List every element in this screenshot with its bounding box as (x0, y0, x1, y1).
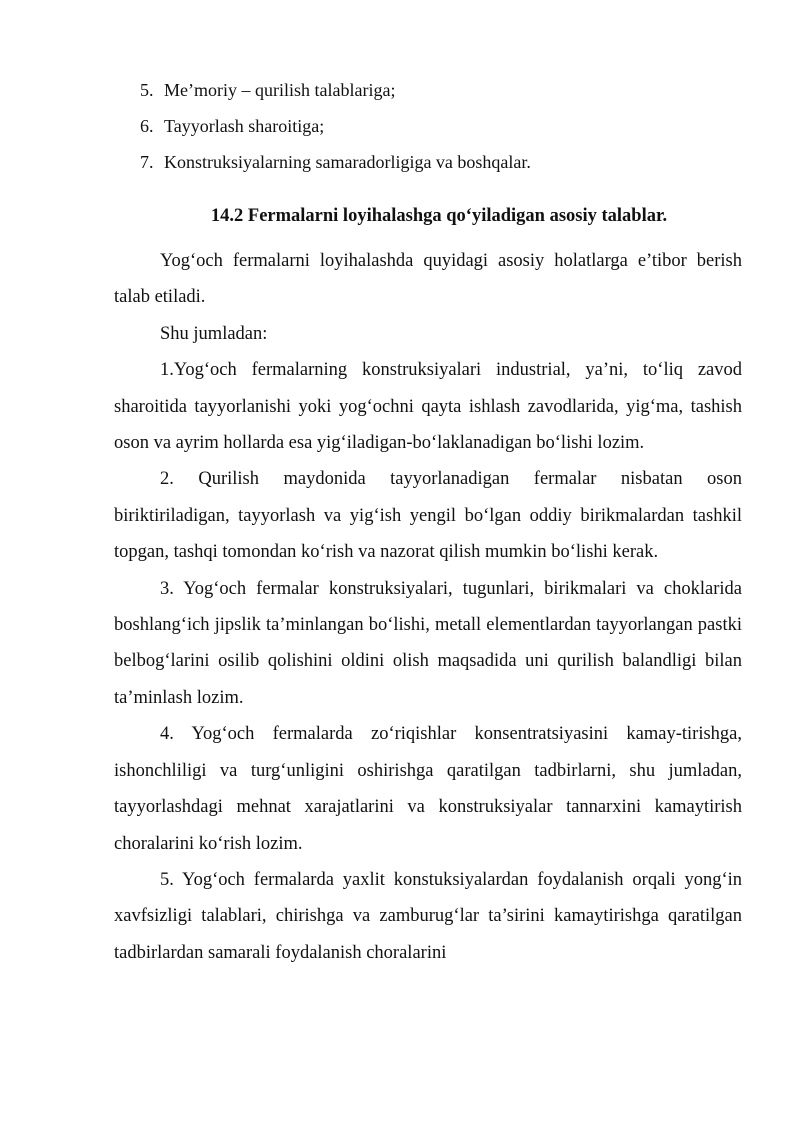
section-heading: 14.2 Fermalarni loyihalashga qo‘yiladigan asosiy talablar. (210, 206, 668, 226)
list-item-text: Konstruksiyalarning samaradorligiga va boshqalar. (164, 152, 531, 172)
paragraph: 2. Qurilish maydonida tayyorlanadigan fermalar nisbatan oson biriktiriladigan, tayyorlash va yig‘ish yengil bo‘lgan oddiy birikmalardan tashkil topgan, tashqi tomondan ko‘rish va nazorat qilish mumkin bo‘lishi kerak. (114, 469, 742, 563)
paragraph: Shu jumladan: (160, 323, 268, 344)
list-item-text: Tayyorlash sharoitiga; (164, 116, 325, 136)
body-text (114, 243, 742, 971)
paragraph: 4. Yog‘och fermalarda zo‘riqishlar konsentratsiyasini kamay-tirishga, ishonchliligi va turg‘unligini oshirishga qaratilgan tadbirlarni, shu jumladan, tayyorlashdagi mehnat xarajatlarini va konstruksiyalar tannarxini kamaytirish choralarini ko‘rish lozim. (114, 724, 742, 854)
paragraph: Yog‘och fermalarni loyihalashda quyidagi asosiy holatlarga e’tibor berish talab etiladi. (114, 251, 742, 308)
paragraph: 5. Yog‘och fermalarda yaxlit konstuksiyalardan foydalanish orqali yong‘in xavfsizligi talablari, chirishga va zamburug‘lar ta’sirini kamaytirishga qaratilgan tadbirlardan samarali foydalanish choralarini (114, 869, 742, 963)
list-item-number: 5. (140, 80, 154, 100)
paragraph: 3. Yog‘och fermalar konstruksiyalari, tugunlari, birikmalari va choklarida boshlang‘ich jipslik ta’minlangan bo‘lishi, metall elementlardan tayyorlangan pastki belbog‘larini osilib qolishini oldini olish maqsadida uni qurilish balandligi bilan ta’minlash lozim. (114, 578, 742, 708)
list-item-text: Me’moriy – qurilish talablariga; (164, 80, 396, 100)
list-item (0, 108, 800, 144)
list-item (0, 144, 800, 180)
list-item-number: 7. (140, 152, 154, 172)
requirements-list (0, 72, 800, 180)
list-item-number: 6. (140, 116, 154, 136)
paragraph: 1.Yog‘och fermalarning konstruksiyalari industrial, ya’ni, to‘liq zavod sharoitida tayyorlanishi yoki yog‘ochni qayta ishlash zavodlarida, yig‘ma, tashish oson va ayrim hollarda esa yig‘iladigan-bo‘laklanadigan bo‘lishi lozim. (114, 360, 742, 454)
list-item (0, 72, 800, 108)
